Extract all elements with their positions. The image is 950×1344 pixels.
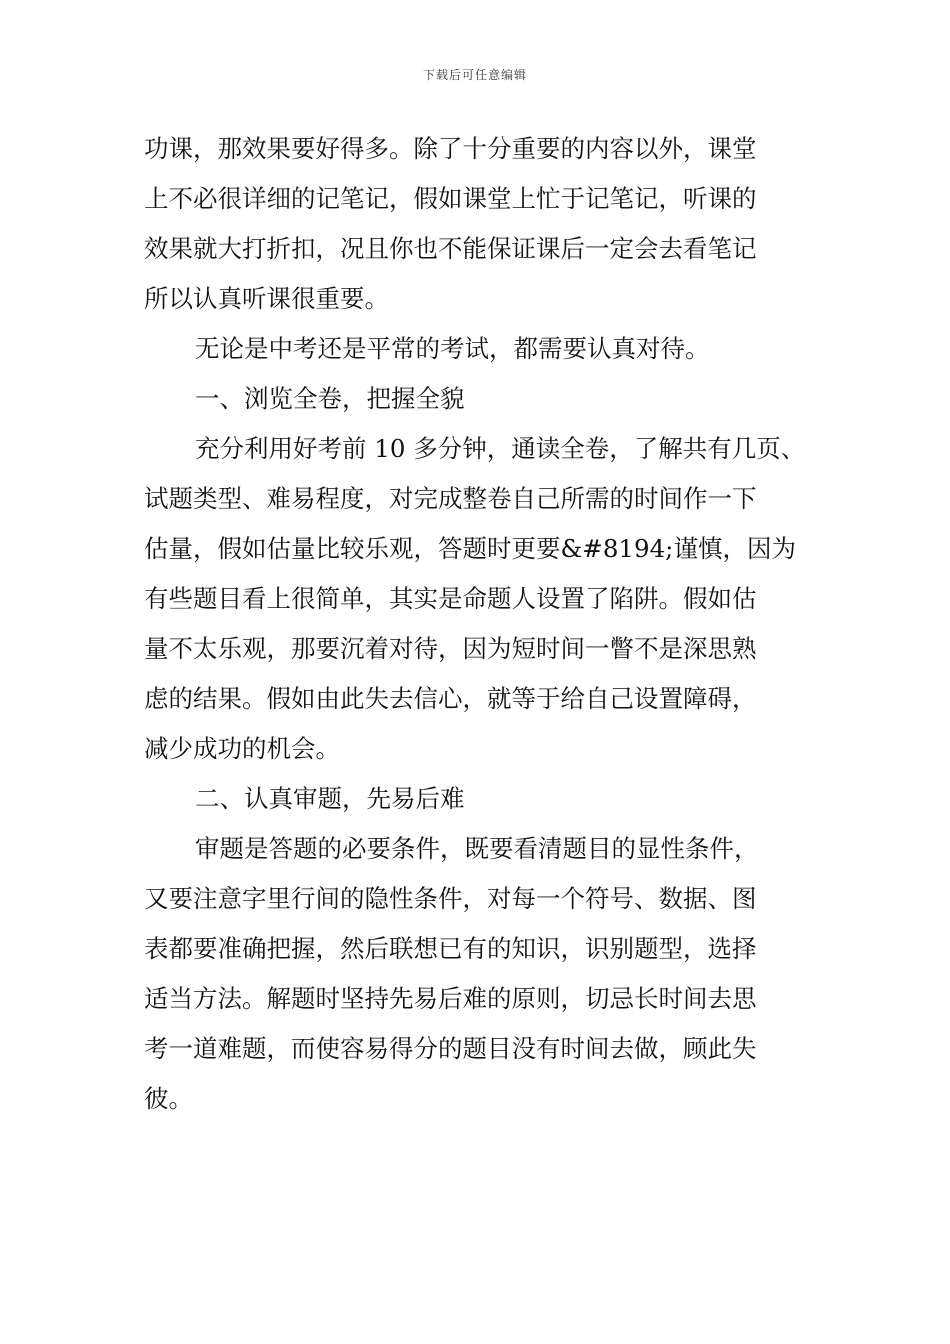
text-line: 彼。: [144, 1084, 193, 1113]
text-line: 表都要准确把握，然后联想已有的知识，识别题型，选择: [144, 934, 757, 963]
text-line: 所以认真听课很重要。: [144, 284, 389, 313]
paragraph-start: 审题是答题的必要条件，既要看清题目的显性条件，: [195, 834, 759, 863]
text-line: 适当方法。解题时坚持先易后难的原则，切忌长时间去思: [144, 984, 757, 1013]
document-body: [144, 124, 816, 1124]
text-line: 试题类型、难易程度，对完成整卷自己所需的时间作一下: [144, 484, 757, 513]
text-line: 考一道难题，而使容易得分的题目没有时间去做，顾此失: [144, 1034, 757, 1063]
paragraph-start: 充分利用好考前 10 多分钟，通读全卷，了解共有几页、: [195, 434, 806, 463]
text-line: 量不太乐观，那要沉着对待，因为短时间一瞥不是深思熟: [144, 634, 757, 663]
text-line: 功课，那效果要好得多。除了十分重要的内容以外，课堂: [144, 134, 757, 163]
text-line: 估量，假如估量比较乐观，答题时更要&#8194;谨慎，因为: [144, 534, 796, 563]
page-header: 下载后可任意编辑: [422, 68, 527, 82]
text-line: 又要注意字里行间的隐性条件，对每一个符号、数据、图: [144, 884, 757, 913]
section-heading-1: 一、浏览全卷，把握全貌: [195, 384, 465, 413]
section-heading-2: 二、认真审题，先易后难: [195, 784, 465, 813]
text-line: 虑的结果。假如由此失去信心，就等于给自己设置障碍，: [144, 684, 757, 713]
text-line: 减少成功的机会。: [144, 734, 340, 763]
text-line: 有些题目看上很简单，其实是命题人设置了陷阱。假如估: [144, 584, 757, 613]
text-line: 效果就大打折扣，况且你也不能保证课后一定会去看笔记: [144, 234, 757, 263]
text-line: 上不必很详细的记笔记，假如课堂上忙于记笔记，听课的: [144, 184, 757, 213]
paragraph-start: 无论是中考还是平常的考试，都需要认真对待。: [195, 334, 710, 363]
